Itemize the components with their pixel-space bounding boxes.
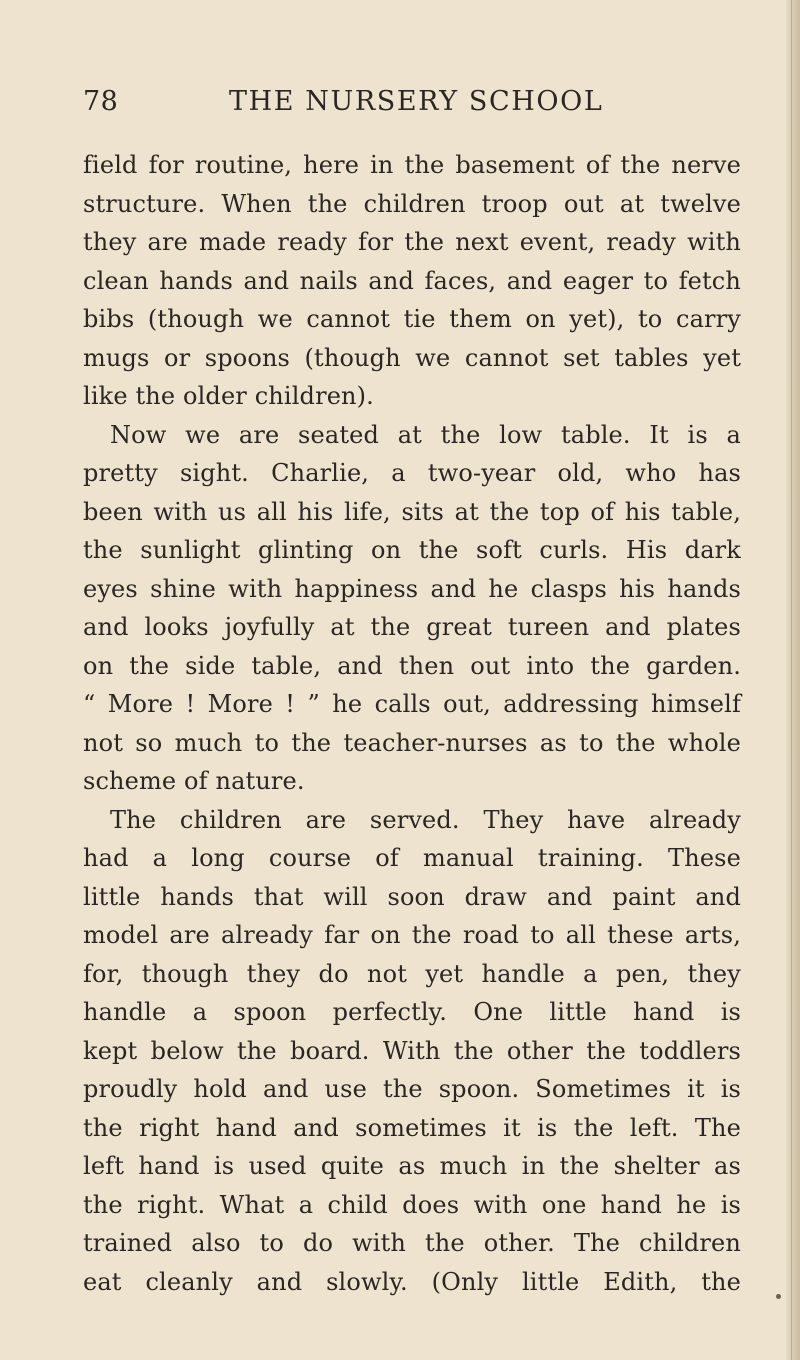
text-line: the right. What a child does with one hand he is bbox=[83, 1190, 741, 1219]
paragraph-first-line: The children are served. They have already bbox=[110, 805, 741, 834]
text-line: eyes shine with happiness and he clasps his hands bbox=[83, 574, 741, 603]
running-head: THE NURSERY SCHOOL bbox=[229, 86, 604, 117]
page-number: 78 bbox=[83, 86, 119, 117]
text-line: field for routine, here in the basement of the nerve bbox=[83, 151, 741, 179]
text-line: been with us all his life, sits at the top of his table, bbox=[83, 497, 741, 526]
text-line: structure. When the children troop out at twelve bbox=[83, 189, 741, 218]
text-line: the right hand and sometimes it is the left. The bbox=[83, 1113, 741, 1142]
paragraph-first-line: Now we are seated at the low table. It is a bbox=[110, 420, 741, 449]
text-line: “ More ! More ! ” he calls out, addressing himself bbox=[83, 690, 741, 718]
text-line: mugs or spoons (though we cannot set tables yet bbox=[83, 343, 741, 372]
text-line: not so much to the teacher-nurses as to the whole bbox=[83, 728, 741, 757]
page-edge bbox=[786, 0, 800, 1360]
text-line: like the older children). bbox=[83, 382, 374, 410]
text-line: eat cleanly and slowly. (Only little Edith, the bbox=[83, 1267, 741, 1296]
text-line: model are already far on the road to all these arts, bbox=[83, 921, 741, 949]
ink-speck bbox=[776, 1294, 781, 1299]
text-line: bibs (though we cannot tie them on yet), to carry bbox=[83, 305, 741, 333]
text-line: clean hands and nails and faces, and eager to fetch bbox=[83, 266, 741, 295]
page-header bbox=[83, 86, 740, 126]
text-line: kept below the board. With the other the toddlers bbox=[83, 1036, 741, 1065]
text-line: little hands that will soon draw and paint and bbox=[83, 882, 741, 911]
text-line: the sunlight glinting on the soft curls. His dark bbox=[83, 536, 741, 564]
text-line: and looks joyfully at the great tureen and plates bbox=[83, 613, 741, 641]
text-line: handle a spoon perfectly. One little hand is bbox=[83, 998, 741, 1026]
text-line: trained also to do with the other. The children bbox=[83, 1229, 741, 1257]
text-line: they are made ready for the next event, ready with bbox=[83, 228, 741, 256]
text-line: had a long course of manual training. These bbox=[83, 844, 741, 872]
text-line: left hand is used quite as much in the shelter as bbox=[83, 1152, 741, 1180]
text-line: scheme of nature. bbox=[83, 767, 305, 795]
text-line: pretty sight. Charlie, a two-year old, who has bbox=[83, 459, 741, 487]
text-line: on the side table, and then out into the garden. bbox=[83, 651, 741, 680]
text-line: proudly hold and use the spoon. Sometimes it is bbox=[83, 1075, 741, 1103]
text-line: for, though they do not yet handle a pen, they bbox=[83, 959, 741, 988]
body-text bbox=[83, 146, 741, 1301]
